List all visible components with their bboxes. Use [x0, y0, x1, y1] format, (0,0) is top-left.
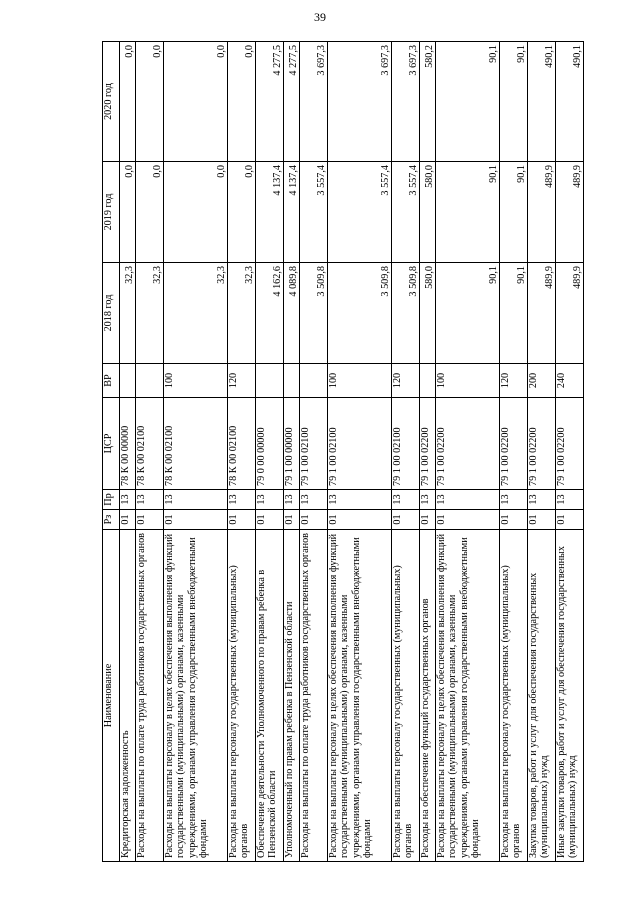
- header-2018: 2018 год: [103, 263, 120, 364]
- row-vr: [120, 364, 136, 398]
- row-vr: 100: [164, 364, 228, 398]
- row-name: Уполномоченный по правам ребенка в Пензенской области: [284, 530, 300, 862]
- row-name: Кредиторская задолженность: [120, 530, 136, 862]
- row-2018: 32,3: [228, 263, 256, 364]
- row-2020: 490,1: [556, 42, 584, 162]
- row-name: Обеспечение деятельности Уполномоченного по правам ребенка в Пензенской области: [256, 530, 284, 862]
- row-pr: 13: [164, 490, 228, 510]
- row-name: Расходы на выплаты по оплате труда работников государственных органов: [300, 530, 328, 862]
- row-rz: 01: [556, 510, 584, 530]
- row-csr: 78 К 00 02100: [228, 398, 256, 490]
- row-csr: 79 0 00 00000: [256, 398, 284, 490]
- row-2019: 3 557,4: [300, 162, 328, 263]
- row-rz: 01: [228, 510, 256, 530]
- row-2020: 3 697,3: [392, 42, 420, 162]
- row-rz: 01: [392, 510, 420, 530]
- row-vr: 120: [500, 364, 528, 398]
- row-name: Расходы на выплаты по оплате труда работников государственных органов: [136, 530, 164, 862]
- row-vr: 120: [392, 364, 420, 398]
- row-2020: 490,1: [528, 42, 556, 162]
- row-vr: 100: [328, 364, 392, 398]
- row-rz: 01: [256, 510, 284, 530]
- row-2019: 489,9: [528, 162, 556, 263]
- row-2018: 3 509,8: [328, 263, 392, 364]
- row-vr: [284, 364, 300, 398]
- table-row: [284, 42, 300, 862]
- row-rz: 01: [420, 510, 436, 530]
- row-2019: 4 137,4: [256, 162, 284, 263]
- table-row: [500, 42, 528, 862]
- row-2018: 3 509,8: [392, 263, 420, 364]
- table-row: [164, 42, 228, 862]
- row-2020: 580,2: [420, 42, 436, 162]
- row-2020: 3 697,3: [328, 42, 392, 162]
- table-row: [300, 42, 328, 862]
- row-pr: 13: [420, 490, 436, 510]
- row-csr: 79 1 00 00000: [284, 398, 300, 490]
- rotated-table-container: [102, 42, 583, 862]
- table-row: [420, 42, 436, 862]
- table-body: [120, 42, 584, 862]
- row-2020: 90,1: [436, 42, 500, 162]
- row-name: Иные закупки товаров, работ и услуг для обеспечения государственных (муниципальных) нужд: [556, 530, 584, 862]
- row-csr: 78 К 00 02100: [136, 398, 164, 490]
- row-vr: [420, 364, 436, 398]
- header-pr: Пр: [103, 490, 120, 510]
- row-2019: 3 557,4: [392, 162, 420, 263]
- row-2020: 4 277,5: [256, 42, 284, 162]
- row-2018: 32,3: [164, 263, 228, 364]
- table-header-row: [103, 42, 120, 862]
- row-2018: 3 509,8: [300, 263, 328, 364]
- row-rz: 01: [528, 510, 556, 530]
- row-csr: 79 1 00 02200: [556, 398, 584, 490]
- row-vr: [300, 364, 328, 398]
- row-2018: 580,0: [420, 263, 436, 364]
- row-vr: 100: [436, 364, 500, 398]
- row-pr: 13: [256, 490, 284, 510]
- row-csr: 79 1 00 02100: [328, 398, 392, 490]
- row-2019: 0,0: [120, 162, 136, 263]
- row-csr: 79 1 00 02100: [392, 398, 420, 490]
- row-2018: 4 089,8: [284, 263, 300, 364]
- row-pr: 13: [528, 490, 556, 510]
- row-name: Закупка товаров, работ и услуг для обеспечения государственных (муниципальных) нужд: [528, 530, 556, 862]
- table-row: [120, 42, 136, 862]
- row-2018: 489,9: [556, 263, 584, 364]
- row-pr: 13: [228, 490, 256, 510]
- page-number: 39: [314, 10, 326, 24]
- row-2019: 3 557,4: [328, 162, 392, 263]
- row-2019: 90,1: [436, 162, 500, 263]
- table-row: [228, 42, 256, 862]
- row-2019: 580,0: [420, 162, 436, 263]
- header-name: Наименование: [103, 530, 120, 862]
- row-vr: 120: [228, 364, 256, 398]
- row-rz: 01: [164, 510, 228, 530]
- row-rz: 01: [284, 510, 300, 530]
- row-csr: 78 К 00 00000: [120, 398, 136, 490]
- row-name: Расходы на обеспечение функций государственных органов: [420, 530, 436, 862]
- row-2020: 0,0: [228, 42, 256, 162]
- row-2018: 32,3: [120, 263, 136, 364]
- row-pr: 13: [436, 490, 500, 510]
- row-pr: 13: [328, 490, 392, 510]
- row-pr: 13: [300, 490, 328, 510]
- row-2020: 0,0: [164, 42, 228, 162]
- header-2019: 2019 год: [103, 162, 120, 263]
- row-2019: 4 137,4: [284, 162, 300, 263]
- table-row: [436, 42, 500, 862]
- table-row: [328, 42, 392, 862]
- row-rz: 01: [500, 510, 528, 530]
- row-2020: 3 697,3: [300, 42, 328, 162]
- header-csr: ЦСР: [103, 398, 120, 490]
- row-pr: 13: [136, 490, 164, 510]
- row-rz: 01: [300, 510, 328, 530]
- table-row: [136, 42, 164, 862]
- row-vr: 240: [556, 364, 584, 398]
- row-2019: 0,0: [228, 162, 256, 263]
- row-2018: 90,1: [500, 263, 528, 364]
- header-rz: Рз: [103, 510, 120, 530]
- row-name: Расходы на выплаты персоналу в целях обеспечения выполнения функций государственными (муниципальными) органами, казенными учреждениями, органами управления государственными внебюджетными фондами: [436, 530, 500, 862]
- row-rz: 01: [436, 510, 500, 530]
- row-2018: 4 162,6: [256, 263, 284, 364]
- row-pr: 13: [556, 490, 584, 510]
- table-row: [556, 42, 584, 862]
- row-2019: 0,0: [136, 162, 164, 263]
- row-csr: 79 1 00 02200: [528, 398, 556, 490]
- row-vr: [136, 364, 164, 398]
- table-row: [528, 42, 556, 862]
- row-rz: 01: [120, 510, 136, 530]
- row-2020: 4 277,5: [284, 42, 300, 162]
- row-2019: 90,1: [500, 162, 528, 263]
- row-name: Расходы на выплаты персоналу в целях обеспечения выполнения функций государственными (муниципальными) органами, казенными учреждениями, органами управления государственными внебюджетными фондами: [164, 530, 228, 862]
- row-csr: 79 1 00 02200: [436, 398, 500, 490]
- header-2020: 2020 год: [103, 42, 120, 162]
- row-csr: 78 К 00 02100: [164, 398, 228, 490]
- row-csr: 79 1 00 02100: [300, 398, 328, 490]
- row-vr: 200: [528, 364, 556, 398]
- table-row: [256, 42, 284, 862]
- row-2018: 90,1: [436, 263, 500, 364]
- row-2019: 489,9: [556, 162, 584, 263]
- row-name: Расходы на выплаты персоналу государственных (муниципальных) органов: [392, 530, 420, 862]
- row-rz: 01: [136, 510, 164, 530]
- row-csr: 79 1 00 02200: [420, 398, 436, 490]
- row-2019: 0,0: [164, 162, 228, 263]
- row-pr: 13: [120, 490, 136, 510]
- row-pr: 13: [284, 490, 300, 510]
- row-2018: 32,3: [136, 263, 164, 364]
- row-2020: 90,1: [500, 42, 528, 162]
- row-2020: 0,0: [120, 42, 136, 162]
- row-2020: 0,0: [136, 42, 164, 162]
- budget-table: [102, 41, 584, 862]
- row-name: Расходы на выплаты персоналу государственных (муниципальных) органов: [500, 530, 528, 862]
- row-rz: 01: [328, 510, 392, 530]
- row-csr: 79 1 00 02200: [500, 398, 528, 490]
- row-2018: 489,9: [528, 263, 556, 364]
- row-name: Расходы на выплаты персоналу государственных (муниципальных) органов: [228, 530, 256, 862]
- row-vr: [256, 364, 284, 398]
- row-name: Расходы на выплаты персоналу в целях обеспечения выполнения функций государственными (муниципальными) органами, казенными учреждениями, органами управления государственными внебюджетными фондами: [328, 530, 392, 862]
- row-pr: 13: [500, 490, 528, 510]
- header-vr: ВР: [103, 364, 120, 398]
- table-row: [392, 42, 420, 862]
- row-pr: 13: [392, 490, 420, 510]
